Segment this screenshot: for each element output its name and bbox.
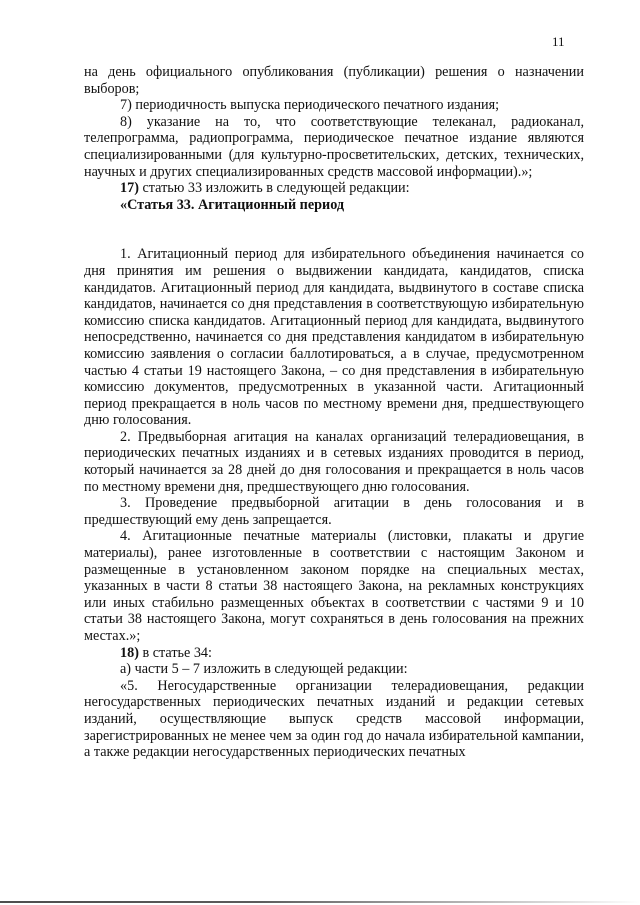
item-number: 18) xyxy=(120,644,139,661)
item-number: 17) xyxy=(120,180,139,197)
article-part-5: «5. Негосударственные организации телерадиовещания, редакции негосударственных периодических печатных изданий и редакции сетевых изданий, осуществляющие выпуск средств массовой информации, зарегистрированных не менее чем за один год до начала избирательной кампании, а также редакции негосударственных периодических печатных xyxy=(84,677,584,761)
item-text: статью 33 изложить в следующей редакции: xyxy=(138,180,410,197)
sub-item-a: а) части 5 – 7 изложить в следующей редакции: xyxy=(120,661,408,678)
amendment-item-18 xyxy=(84,645,584,662)
paragraph-continuation: на день официального опубликования (публикации) решения о назначении выборов; xyxy=(84,64,584,97)
page-number: 11 xyxy=(552,34,565,49)
article-part-1: 1. Агитационный период для избирательного объединения начинается со дня принятия им решения о выдвижении кандидата, кандидатов, списка кандидатов. Агитационный период для кандидата, выдвинутого в составе списка кандидатов, начинается со дня представления в соответствующую избирательную комиссию списка кандидатов. Агитационный период для кандидата, выдвинутого непосредственно, начинается со дня представления кандидатом в избирательную комиссию заявления о согласии баллотироваться, а в случае, предусмотренном частью 4 статьи 19 настоящего Закона, – со дня представления в избирательную комиссию документов, предусмотренных в указанной части. Агитационный период прекращается в ноль часов по местному времени дня, предшествующего дню голосования. xyxy=(84,246,584,429)
article-part-4: 4. Агитационные печатные материалы (листовки, плакаты и другие материалы), ранее изготовленные в соответствии с настоящим Законом и размещенные в установленном законом порядке на специальных местах, указанных в части 8 статьи 38 настоящего Закона, на рекламных конструкциях или иных стабильно размещенных объектах в соответствии с частями 9 и 10 статьи 38 настоящего Закона, могут сохраняться в день голосования на прежних местах.»; xyxy=(84,528,584,644)
list-item-7: 7) периодичность выпуска периодического печатного издания; xyxy=(120,97,500,114)
article-part-3: 3. Проведение предвыборной агитации в день голосования и в предшествующий ему день запрещается. xyxy=(84,495,584,528)
article-heading: «Статья 33. Агитационный период xyxy=(120,196,345,213)
article-part-2: 2. Предвыборная агитация на каналах организаций телерадиовещания, в периодических печатных изданиях и в сетевых изданиях проводится в период, который начинается за 28 дней до дня голосования и прекращается в ноль часов по местному времени дня, предшествующего дню голосования. xyxy=(84,428,584,495)
amendment-item-17 xyxy=(84,180,584,197)
document-body xyxy=(84,64,584,761)
scan-edge-line xyxy=(0,901,640,903)
item-text: в статье 34: xyxy=(138,644,212,661)
list-item-8: 8) указание на то, что соответствующие телеканал, радиоканал, телепрограмма, радиопрограмма, периодическое печатное издание являются специализированными (для культурно-просветительских, детских, технических, научных и других специализированных средств массовой информации).»; xyxy=(84,113,584,180)
